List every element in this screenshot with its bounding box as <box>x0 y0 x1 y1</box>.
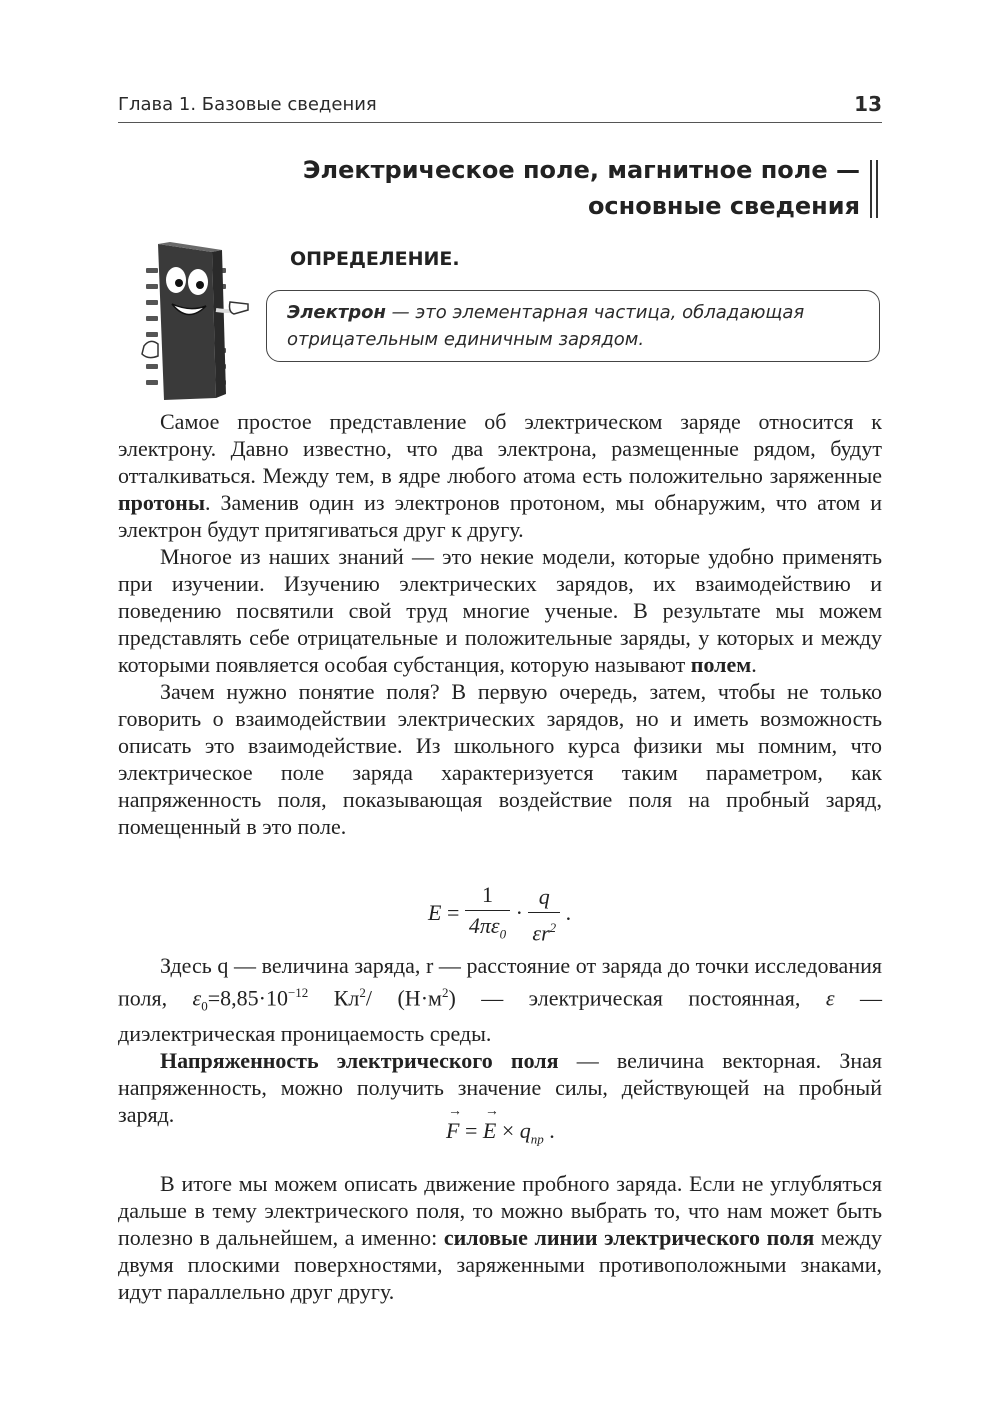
paragraph-4: Здесь q — величина заряда, r — расстояние от заряда до точки исследования поля, $\varepsilon_0=8,85\cdot 10^{-12}$ $Кл^2/$ $(Н\cdot м^2)$ — электрическая постоянная, ε — диэлектрическая проницаемость среды. <box>118 953 882 1046</box>
running-header <box>118 92 882 123</box>
body-block-2 <box>118 952 882 1128</box>
body-block-3 <box>118 1170 882 1305</box>
paragraph-3: Зачем нужно понятие поля? В первую очередь, затем, чтобы не только говорить о взаимодействии электрических зарядов, но и иметь возможность описать это взаимодействие. Из школьного курса физики мы помним, что электрическое поле заряда характеризуется таким параметром, как напряженность поля, показывающая воздействие поля на пробный заряд, помещенный в это поле. <box>118 679 882 839</box>
chip-mascot-icon <box>130 238 250 406</box>
section-title <box>260 152 860 224</box>
paragraph-5: Напряженность электрического поля — величина векторная. Зная напряженность, можно получить значение силы, действующей на пробный заряд. <box>118 1047 882 1127</box>
formula-force: F → = E → × $q_{пр}$ . <box>446 1104 555 1147</box>
title-bars-decoration <box>870 160 880 218</box>
paragraph-2: Многое из наших знаний — это некие модели, которые удобно применять при изучении. Изучению электрических зарядов, их взаимодействию и поведению посвятили свой труд многие ученые. В результате мы можем представлять себе отрицательные и положительные заряды, у которых и между которыми появляется особая субстанция, которую называют полем. <box>118 544 882 677</box>
definition-text: — это элементарная частица, обладающая отрицательным единичным зарядом. <box>287 302 805 350</box>
paragraph-1: Самое простое представление об электрическом заряде относится к электрону. Давно известно, что два электрона, размещенные рядом, будут отталкиваться. Между тем, в ядре любого атома есть положительно заряженные протоны. Заменив один из электронов протоном, мы обнаружим, что атом и электрон будут притягиваться друг к другу. <box>118 409 882 542</box>
section-title-line-1: Электрическое поле, магнитное поле — <box>302 156 860 184</box>
definition-term: Электрон <box>287 302 386 323</box>
definition-box <box>266 290 880 362</box>
definition-heading: ОПРЕДЕЛЕНИЕ. <box>290 248 460 270</box>
formula-field-strength: E = $\frac{1}{4\pi\varepsilon_0}$ · $\frac{q}{\varepsilon r^2}$ . <box>428 882 572 945</box>
page-number: 13 <box>854 92 882 116</box>
section-title-line-2: основные сведения <box>587 192 860 220</box>
body-block-1 <box>118 408 882 840</box>
chapter-title: Глава 1. Базовые сведения <box>118 94 377 115</box>
paragraph-6: В итоге мы можем описать движение пробного заряда. Если не углубляться дальше в тему электрического поля, то можно выбрать то, что нам может быть полезно в дальнейшем, а именно: силовые линии электрического поля между двумя плоскими поверхностями, заряженными противоположными знаками, идут параллельно друг другу. <box>118 1171 882 1304</box>
